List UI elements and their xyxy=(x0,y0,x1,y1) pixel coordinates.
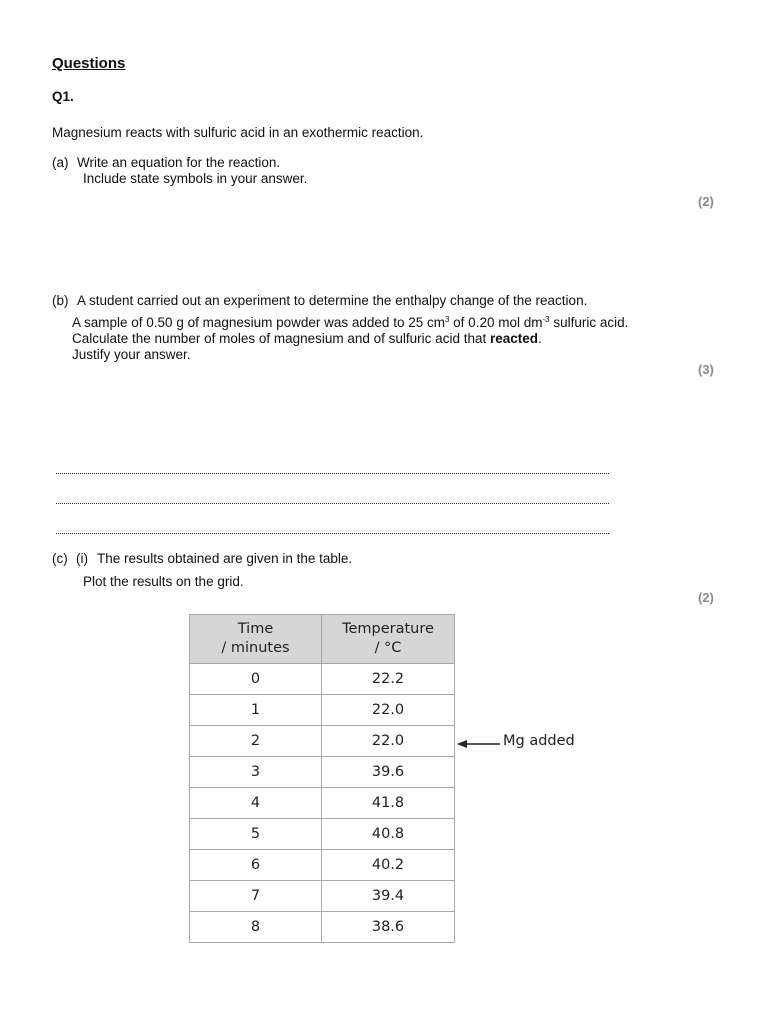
part-a-line-1: Write an equation for the reaction. xyxy=(77,155,281,170)
table-row xyxy=(190,757,455,788)
part-b-line-4: Justify your answer. xyxy=(72,347,191,362)
part-b-line-2-text-2: of 0.20 mol dm xyxy=(449,315,543,330)
table-row xyxy=(190,881,455,912)
emphasis-reacted: reacted xyxy=(489,331,538,346)
part-c-label: (c) xyxy=(52,551,68,566)
temperature-cell: 22.2 xyxy=(322,664,455,695)
table-row xyxy=(190,912,455,943)
part-b-line-3-text-1: Calculate the number of moles of magnesium and of sulfuric acid that xyxy=(72,331,490,346)
part-a-line-2: Include state symbols in your answer. xyxy=(83,171,308,186)
time-column-header xyxy=(190,615,322,664)
temperature-cell: 39.4 xyxy=(322,881,455,912)
temperature-cell: 22.0 xyxy=(322,726,455,757)
table-header-row xyxy=(190,615,455,664)
temperature-cell: 40.8 xyxy=(322,819,455,850)
time-cell: 3 xyxy=(190,757,322,788)
time-cell: 8 xyxy=(190,912,322,943)
part-b-marks: (3) xyxy=(698,362,714,377)
table-row xyxy=(190,695,455,726)
mg-added-label: Mg added xyxy=(503,733,575,749)
left-arrow-icon xyxy=(457,738,501,750)
question-number: Q1. xyxy=(52,89,74,104)
time-cell: 4 xyxy=(190,788,322,819)
temperature-column-header xyxy=(322,615,455,664)
question-intro: Magnesium reacts with sulfuric acid in an exothermic reaction. xyxy=(52,125,424,140)
part-b-line-2-text-3: sulfuric acid. xyxy=(549,315,629,330)
part-c-sublabel: (i) xyxy=(76,551,88,566)
table-row xyxy=(190,819,455,850)
time-header-line-2: / minutes xyxy=(221,640,290,656)
temperature-cell: 39.6 xyxy=(322,757,455,788)
part-c-line-2: Plot the results on the grid. xyxy=(83,574,244,589)
table-row xyxy=(190,850,455,881)
time-cell: 2 xyxy=(190,726,322,757)
table-row xyxy=(190,788,455,819)
part-b-label: (b) xyxy=(52,293,69,308)
temperature-cell: 38.6 xyxy=(322,912,455,943)
part-a-label: (a) xyxy=(52,155,69,170)
table-row xyxy=(190,726,455,757)
answer-line-3[interactable] xyxy=(56,533,609,534)
time-cell: 7 xyxy=(190,881,322,912)
part-b-line-1: A student carried out an experiment to determine the enthalpy change of the reaction. xyxy=(77,293,588,308)
time-cell: 6 xyxy=(190,850,322,881)
time-cell: 1 xyxy=(190,695,322,726)
results-table xyxy=(189,614,455,943)
time-cell: 5 xyxy=(190,819,322,850)
part-c-marks: (2) xyxy=(698,590,714,605)
part-b-line-2 xyxy=(72,315,628,330)
superscript-minus-three: -3 xyxy=(542,315,550,324)
temperature-cell: 22.0 xyxy=(322,695,455,726)
temperature-cell: 41.8 xyxy=(322,788,455,819)
part-a-marks: (2) xyxy=(698,194,714,209)
temperature-cell: 40.2 xyxy=(322,850,455,881)
time-header-line-1: Time xyxy=(237,621,274,637)
part-b-line-2-text-1: A sample of 0.50 g of magnesium powder was added to 25 cm xyxy=(72,315,445,330)
part-b-line-3 xyxy=(72,331,542,346)
answer-line-1[interactable] xyxy=(56,473,609,474)
answer-line-2[interactable] xyxy=(56,503,609,504)
table-row xyxy=(190,664,455,695)
temperature-header-line-2: / °C xyxy=(374,640,402,656)
part-c-line-1: The results obtained are given in the table. xyxy=(97,551,353,566)
part-b-line-3-text-2: . xyxy=(538,331,542,346)
page-title: Questions xyxy=(52,55,126,72)
time-cell: 0 xyxy=(190,664,322,695)
temperature-header-line-1: Temperature xyxy=(342,621,434,637)
superscript-cube: 3 xyxy=(444,315,450,324)
